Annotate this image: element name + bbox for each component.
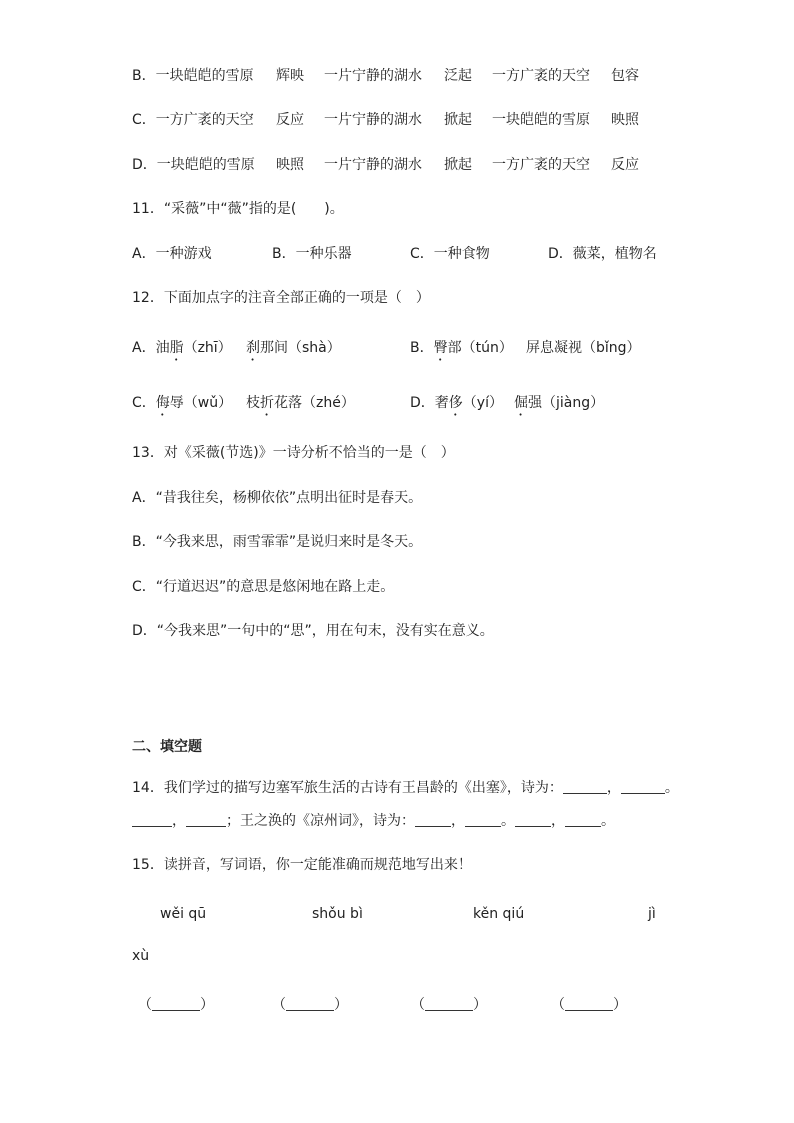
answer-blank[interactable]: [152, 996, 200, 1011]
q10-c-word3: 映照: [611, 112, 639, 128]
q12-b-dotted1: 臀: [433, 340, 448, 356]
punctuation: ，: [451, 813, 465, 829]
q10-c-word2: 掀起: [444, 112, 472, 128]
q12-a-dotted2: 刹: [246, 340, 260, 356]
q12-c-dotted1: 侮: [155, 395, 170, 411]
q15-pinyin-4b: xù: [132, 948, 150, 964]
paren-close: ）: [473, 997, 487, 1013]
q12-a-text2: 那间（shà）: [260, 340, 341, 356]
q12-d-text2: 强（jiàng）: [528, 395, 605, 411]
q10-d-word2: 掀起: [444, 157, 472, 173]
q12-option-d-part2: [514, 393, 604, 419]
punctuation: 。: [601, 813, 615, 829]
answer-blank[interactable]: [415, 812, 451, 827]
section-heading-fill-in: 二、填空题: [132, 739, 202, 755]
q14-line1: [132, 778, 679, 798]
q12-c-text2: 枝: [246, 395, 260, 411]
answer-blank[interactable]: [563, 779, 607, 794]
answer-blank[interactable]: [565, 812, 601, 827]
paren-close: ）: [200, 997, 214, 1013]
q15-stem: 15．读拼音，写词语，你一定能准确而规范地写出来！: [132, 857, 472, 873]
q12-c-label: C．: [132, 395, 156, 411]
punctuation: ，: [606, 780, 621, 796]
q12-d-dotted1: 侈: [448, 395, 463, 411]
q12-option-c-part2: [246, 393, 355, 419]
q12-a-pinyin1: （zhī）: [183, 340, 232, 356]
q10-d-word3: 反应: [611, 157, 639, 173]
q10-d-phrase1: D．一块皑皑的雪原: [132, 157, 255, 173]
q10-d-word1: 映照: [276, 157, 304, 173]
q15-pinyin-1: wěi qū: [160, 906, 207, 922]
q14-stem-mid: ；王之涣的《凉州词》，诗为：: [226, 813, 415, 829]
q12-option-b-part2: 屏息凝视（bǐng）: [526, 340, 641, 356]
answer-blank[interactable]: [286, 996, 334, 1011]
answer-blank[interactable]: [515, 812, 551, 827]
q15-pinyin-4a: jì: [648, 906, 656, 922]
q15-answer-box-3: [411, 995, 487, 1015]
q10-b-phrase3: 一方广袤的天空: [492, 68, 590, 84]
punctuation: 。: [664, 780, 679, 796]
q12-c-text3: 花落（zhé）: [274, 395, 355, 411]
q15-answer-box-4: [551, 995, 627, 1015]
q10-c-word1: 反应: [276, 112, 304, 128]
q12-d-pinyin1: （yí）: [462, 395, 503, 411]
q11-option-c: C．一种食物: [410, 246, 490, 262]
paren-open: （: [138, 997, 152, 1013]
q12-c-dotted2: 折: [260, 395, 274, 411]
q14-line2: [132, 811, 615, 831]
answer-blank[interactable]: [132, 812, 172, 827]
q13-option-d: D．“今我来思”一句中的“思”，用在句末，没有实在意义。: [132, 623, 494, 639]
q11-option-b: B．一种乐器: [272, 246, 352, 262]
q10-c-phrase2: 一片宁静的湖水: [324, 112, 422, 128]
paren-open: （: [551, 997, 565, 1013]
answer-blank[interactable]: [621, 779, 665, 794]
q12-option-c: [132, 393, 232, 419]
q10-c-phrase1: C．一方广袤的天空: [132, 112, 254, 128]
q12-d-dotted2: 倔: [514, 395, 528, 411]
q10-b-word1: 辉映: [276, 68, 304, 84]
q14-stem: 14．我们学过的描写边塞军旅生活的古诗有王昌龄的《出塞》，诗为：: [132, 780, 563, 796]
paren-close: ）: [613, 997, 627, 1013]
q11-stem: 11．“采薇”中“薇”指的是( )。: [132, 201, 344, 217]
q10-b-word2: 泛起: [444, 68, 472, 84]
q15-answer-box-2: [272, 995, 348, 1015]
paren-close: ）: [334, 997, 348, 1013]
q10-b-word3: 包容: [611, 68, 639, 84]
q15-answer-box-1: [138, 995, 214, 1015]
q12-stem: 12．下面加点字的注音全部正确的一项是（ ）: [132, 290, 430, 306]
answer-blank[interactable]: [186, 812, 226, 827]
q12-c-text1: 辱（wǔ）: [169, 395, 233, 411]
punctuation: ，: [172, 813, 186, 829]
q10-d-phrase3: 一方广袤的天空: [492, 157, 590, 173]
q10-d-phrase2: 一片宁静的湖水: [324, 157, 422, 173]
answer-blank[interactable]: [465, 812, 501, 827]
paren-open: （: [272, 997, 286, 1013]
q10-b-phrase2: 一片宁静的湖水: [324, 68, 422, 84]
q10-b-phrase1: B．一块皑皑的雪原: [132, 68, 254, 84]
q12-b-text1: 部（tún）: [447, 340, 513, 356]
q13-option-b: B．“今我来思，雨雪霏霏”是说归来时是冬天。: [132, 534, 423, 550]
q12-option-b: [410, 338, 513, 364]
q15-pinyin-2: shǒu bì: [312, 906, 363, 922]
answer-blank[interactable]: [565, 996, 613, 1011]
q12-a-text1: A．油: [132, 340, 170, 356]
paren-open: （: [411, 997, 425, 1013]
q13-stem: 13．对《采薇(节选)》一诗分析不恰当的一是（ ）: [132, 445, 455, 461]
q15-pinyin-3: kěn qiú: [473, 906, 525, 922]
q12-a-dotted1: 脂: [169, 340, 184, 356]
punctuation: ，: [551, 813, 565, 829]
punctuation: 。: [501, 813, 515, 829]
q12-option-d: [410, 393, 503, 419]
q11-option-a: A．一种游戏: [132, 246, 212, 262]
answer-blank[interactable]: [425, 996, 473, 1011]
q12-option-a-part2: [246, 338, 341, 364]
q10-c-phrase3: 一块皑皑的雪原: [492, 112, 590, 128]
q11-option-d: D．薇菜，植物名: [548, 246, 657, 262]
q13-option-a: A．“昔我往矣，杨柳依依”点明出征时是春天。: [132, 490, 423, 506]
q12-option-a: [132, 338, 232, 364]
q12-b-label: B．: [410, 340, 434, 356]
q12-d-text1: D．奢: [410, 395, 449, 411]
q13-option-c: C．“行道迟迟”的意思是悠闲地在路上走。: [132, 579, 395, 595]
